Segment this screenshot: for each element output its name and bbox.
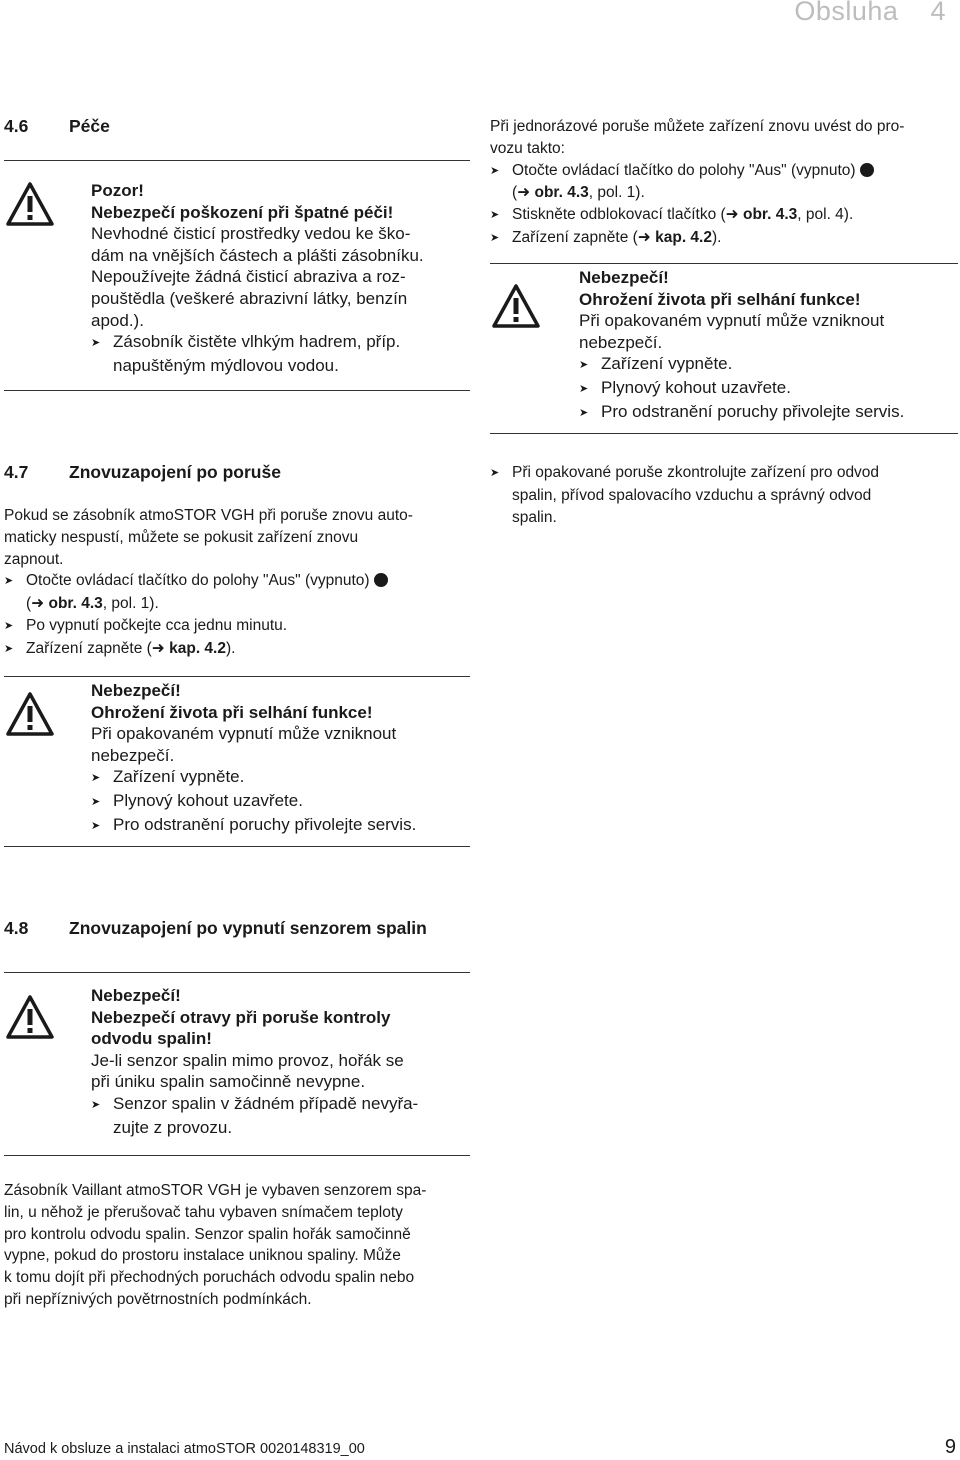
danger-heading: Nebezpečí otravy při poruše kontroly xyxy=(91,1007,391,1027)
bullet-item: ➤ Otočte ovládací tlačítko do polohy "Aus" (vypnuto) xyxy=(490,160,904,183)
bullet-item: ➤ Otočte ovládací tlačítko do polohy "Aus" (vypnuto) xyxy=(4,570,413,593)
divider xyxy=(490,263,958,264)
figure-reference: obr. 4.3 xyxy=(742,206,798,224)
divider xyxy=(4,676,470,677)
section-number: 4.6 xyxy=(4,116,29,136)
warning-triangle-icon xyxy=(492,284,540,328)
arrow-bullet-icon: ➤ xyxy=(579,359,589,372)
section-heading-4-7 xyxy=(4,462,281,483)
arrow-bullet-icon: ➤ xyxy=(4,575,14,588)
bullet-item: ➤ Pro odstranění poruchy přivolejte servis. xyxy=(579,401,904,425)
danger-block-flue xyxy=(91,985,418,1138)
bullet-item: ➤ Při opakované poruše zkontrolujte zařízení pro odvod xyxy=(490,462,879,485)
reference-arrow-icon: ➜ xyxy=(31,595,45,613)
section-heading-4-8 xyxy=(4,918,427,939)
arrow-bullet-icon: ➤ xyxy=(91,819,101,832)
caution-line: dám na vnějších částech a plášti zásobníku. xyxy=(91,245,424,265)
section-title: Péče xyxy=(69,116,110,136)
bullet-item: ➤ Senzor spalin v žádném případě nevyřa- xyxy=(91,1093,418,1117)
divider xyxy=(4,846,470,847)
paragraph-line: maticky nespustí, můžete se pokusit zařízení znovu xyxy=(4,528,359,546)
warning-triangle-icon xyxy=(6,182,54,226)
bullet-item: ➤ Zařízení zapněte (➜ kap. 4.2). xyxy=(490,227,904,250)
arrow-bullet-icon: ➤ xyxy=(91,772,101,785)
paragraph-line: Zásobník Vaillant atmoSTOR VGH je vybaven senzorem spa- xyxy=(4,1182,427,1199)
bullet-item: ➤ Pro odstranění poruchy přivolejte servis. xyxy=(91,814,416,838)
bullet-item: ➤ Zásobník čistěte vlhkým hadrem, příp. xyxy=(91,331,424,355)
divider xyxy=(4,1155,470,1156)
arrow-bullet-icon: ➤ xyxy=(490,231,500,244)
arrow-bullet-icon: ➤ xyxy=(490,164,500,177)
warning-triangle-icon xyxy=(6,692,54,736)
section-title: Znovuzapojení po vypnutí senzorem spalin xyxy=(69,918,427,938)
flue-sensor-paragraph xyxy=(4,1180,426,1311)
bullet-item: ➤ Zařízení vypněte. xyxy=(579,353,904,377)
section-title: Znovuzapojení po poruše xyxy=(69,462,281,482)
arrow-bullet-icon: ➤ xyxy=(91,795,101,808)
off-position-dot-icon xyxy=(374,573,388,587)
restart-instructions xyxy=(490,116,904,250)
caution-line: pouštědla (veškeré abrazivní látky, benzín xyxy=(91,288,408,308)
bullet-item: ➤ Zařízení zapněte (➜ kap. 4.2). xyxy=(4,638,413,661)
header-section: Obsluha xyxy=(794,0,899,26)
running-header xyxy=(794,0,946,27)
divider xyxy=(4,972,470,973)
danger-block-left xyxy=(91,680,416,837)
bullet-continuation: (➜ obr. 4.3, pol. 1). xyxy=(512,184,645,202)
arrow-bullet-icon: ➤ xyxy=(490,467,500,479)
paragraph-line: při nepříznivých povětrnostních podmínkách. xyxy=(4,1290,312,1308)
page-number: 9 xyxy=(944,1436,956,1458)
arrow-bullet-icon: ➤ xyxy=(91,337,101,350)
danger-line: při úniku spalin samočinně nevypne. xyxy=(91,1072,366,1092)
danger-label: Nebezpečí! xyxy=(91,986,181,1005)
paragraph-line: k tomu dojít při přechodných poruchách odvodu spalin nebo xyxy=(4,1269,415,1287)
danger-line: Je-li senzor spalin mimo provoz, hořák se xyxy=(91,1050,404,1070)
caution-line: Nevhodné čisticí prostředky vedou ke ško- xyxy=(91,224,411,244)
chapter-reference: kap. 4.2 xyxy=(655,228,712,246)
bullet-item: ➤ Stiskněte odblokovací tlačítko (➜ obr. 4.3, pol. 4). xyxy=(490,204,904,227)
arrow-bullet-icon: ➤ xyxy=(579,382,589,395)
danger-label: Nebezpečí! xyxy=(91,681,181,700)
header-chapter-number: 4 xyxy=(930,0,946,26)
reference-arrow-icon: ➜ xyxy=(725,206,739,224)
section-number: 4.8 xyxy=(4,918,29,938)
bullet-item: ➤ Plynový kohout uzavřete. xyxy=(91,790,416,814)
paragraph-line: vypne, pokud do prostoru instalace uniknou spaliny. Může xyxy=(4,1247,401,1265)
figure-reference: obr. 4.3 xyxy=(534,184,589,202)
bullet-continuation: zujte z provozu. xyxy=(113,1117,233,1137)
arrow-bullet-icon: ➤ xyxy=(490,209,500,222)
caution-line: Nepoužívejte žádná čisticí abraziva a roz- xyxy=(91,267,406,287)
paragraph-line: lin, u něhož je přerušovač tahu vybaven snímačem teploty xyxy=(4,1203,403,1221)
reference-arrow-icon: ➜ xyxy=(151,639,165,657)
divider xyxy=(4,160,470,161)
section-number: 4.7 xyxy=(4,462,29,482)
intro-line: vozu takto: xyxy=(490,139,565,157)
bullet-item: ➤ Plynový kohout uzavřete. xyxy=(579,377,904,401)
danger-block-right xyxy=(579,267,904,424)
arrow-bullet-icon: ➤ xyxy=(4,642,14,655)
repeated-fault-instruction xyxy=(490,462,879,528)
intro-line: Při jednorázové poruše můžete zařízení znovu uvést do pro- xyxy=(490,118,905,135)
danger-line: nebezpečí. xyxy=(91,745,175,765)
danger-heading: Ohrožení života při selhání funkce! xyxy=(579,289,861,309)
paragraph-line: zapnout. xyxy=(4,550,64,568)
section-heading-4-6 xyxy=(4,116,110,137)
danger-heading: odvodu spalin! xyxy=(91,1029,212,1049)
caution-block-care xyxy=(91,180,424,376)
paragraph-line: pro kontrolu odvodu spalin. Senzor spalin hořák samočinně xyxy=(4,1225,411,1243)
figure-reference: obr. 4.3 xyxy=(48,595,103,613)
divider xyxy=(4,390,470,391)
caution-heading: Nebezpečí poškození při špatné péči! xyxy=(91,202,394,222)
bullet-item: ➤ Zařízení vypněte. xyxy=(91,766,416,790)
warning-triangle-icon xyxy=(6,995,54,1039)
bullet-item: ➤ Po vypnutí počkejte cca jednu minutu. xyxy=(4,615,413,638)
footer-text: Návod k obsluze a instalaci atmoSTOR 0020148319_00 xyxy=(4,1441,365,1457)
caution-label: Pozor! xyxy=(91,181,144,200)
reference-arrow-icon: ➜ xyxy=(637,228,651,246)
paragraph-line: Pokud se zásobník atmoSTOR VGH při poruše znovu auto- xyxy=(4,507,413,524)
danger-line: Při opakovaném vypnutí může vzniknout xyxy=(579,311,885,331)
danger-label: Nebezpečí! xyxy=(579,268,669,287)
arrow-bullet-icon: ➤ xyxy=(579,406,589,419)
arrow-bullet-icon: ➤ xyxy=(91,1098,101,1111)
danger-line: nebezpečí. xyxy=(579,332,663,352)
chapter-reference: kap. 4.2 xyxy=(169,639,226,657)
arrow-bullet-icon: ➤ xyxy=(4,619,14,632)
restart-after-fault-text xyxy=(4,505,413,661)
reference-arrow-icon: ➜ xyxy=(517,184,531,202)
bullet-continuation: spalin. xyxy=(512,508,557,526)
bullet-continuation: (➜ obr. 4.3, pol. 1). xyxy=(26,595,159,613)
danger-heading: Ohrožení života při selhání funkce! xyxy=(91,702,373,722)
caution-line: apod.). xyxy=(91,310,144,330)
divider xyxy=(490,433,958,434)
bullet-continuation: spalin, přívod spalovacího vzduchu a správný odvod xyxy=(512,486,872,504)
off-position-dot-icon xyxy=(860,163,874,177)
bullet-continuation: napuštěným mýdlovou vodou. xyxy=(113,355,339,375)
danger-line: Při opakovaném vypnutí může vzniknout xyxy=(91,724,397,744)
